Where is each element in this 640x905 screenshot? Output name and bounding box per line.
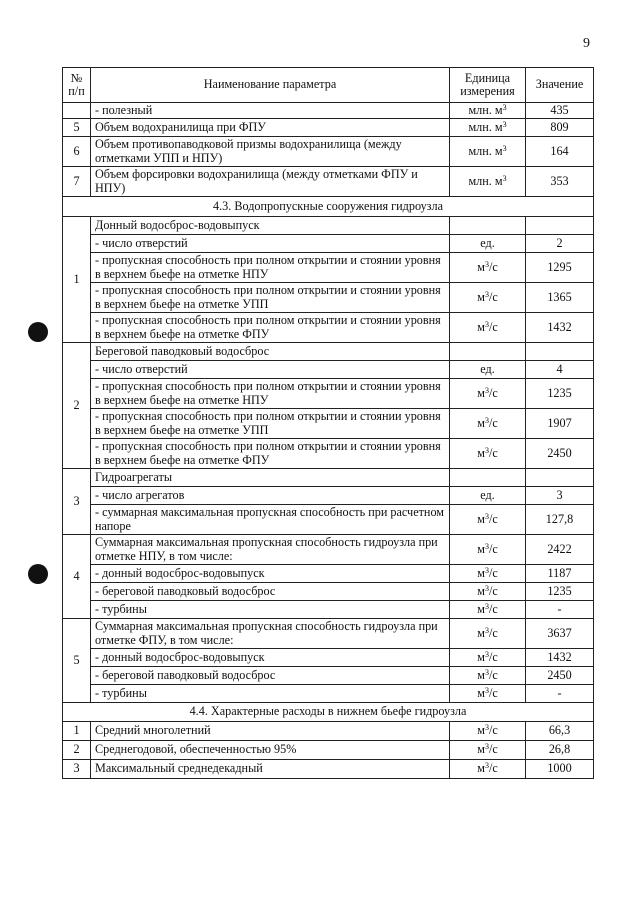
unit-exponent: 3 <box>502 119 507 129</box>
unit-exponent: 3 <box>502 173 507 183</box>
parameter-value: 4 <box>526 361 594 379</box>
unit-text: млн. м <box>468 102 503 117</box>
parameter-value: 66,3 <box>526 722 594 741</box>
unit-text: м <box>477 685 485 700</box>
unit-text: млн. м <box>468 143 503 158</box>
header-value: Значение <box>526 68 594 103</box>
parameter-name: - береговой паводковый водосброс <box>91 667 450 685</box>
unit-text: м <box>477 649 485 664</box>
unit-suffix: /с <box>488 259 498 274</box>
parameter-value: 1000 <box>526 760 594 779</box>
table-row <box>63 167 594 197</box>
table-row <box>63 235 594 253</box>
unit-text: м <box>477 723 485 738</box>
parameter-value: 3 <box>526 487 594 505</box>
table-row <box>63 217 594 235</box>
unit-text: м <box>477 541 485 556</box>
parameter-name: Объем форсировки водохранилища (между отметками ФПУ и НПУ) <box>91 167 450 197</box>
page-number: 9 <box>583 36 590 51</box>
unit-suffix: /с <box>488 511 498 526</box>
table-row <box>63 487 594 505</box>
parameter-value: 3637 <box>526 619 594 649</box>
table-row <box>63 760 594 779</box>
unit-cell <box>450 741 526 760</box>
unit-text: м <box>477 259 485 274</box>
unit-cell <box>450 103 526 119</box>
unit-cell <box>450 361 526 379</box>
unit-exponent: 3 <box>484 761 489 771</box>
table-row <box>63 505 594 535</box>
unit-text: ед. <box>480 235 495 250</box>
table-row <box>63 379 594 409</box>
unit-exponent: 3 <box>484 259 489 269</box>
table-row <box>63 343 594 361</box>
parameter-name: Объем водохранилища при ФПУ <box>91 119 450 137</box>
unit-exponent: 3 <box>484 625 489 635</box>
unit-exponent: 3 <box>484 415 489 425</box>
unit-suffix: /с <box>488 415 498 430</box>
parameter-value: 1432 <box>526 649 594 667</box>
unit-suffix: /с <box>488 583 498 598</box>
parameter-name: - донный водосброс-водовыпуск <box>91 565 450 583</box>
unit-text: м <box>477 319 485 334</box>
punch-hole-lower <box>28 564 48 584</box>
parameter-name: - пропускная способность при полном открытии и стоянии уровня в верхнем бьефе на отметке ФПУ <box>91 313 450 343</box>
parameter-value: 2422 <box>526 535 594 565</box>
row-number: 5 <box>63 619 91 703</box>
table-row <box>63 741 594 760</box>
unit-text: млн. м <box>468 119 503 134</box>
row-number: 2 <box>63 343 91 469</box>
parameter-value: 2450 <box>526 439 594 469</box>
parameter-name: Максимальный среднедекадный <box>91 760 450 779</box>
table-row <box>63 601 594 619</box>
parameter-value <box>526 343 594 361</box>
parameter-value <box>526 217 594 235</box>
unit-text: м <box>477 742 485 757</box>
row-number: 4 <box>63 535 91 619</box>
table-row <box>63 283 594 313</box>
row-number: 6 <box>63 137 91 167</box>
unit-cell <box>450 601 526 619</box>
parameter-name: Гидроагрегаты <box>91 469 450 487</box>
table-row <box>63 722 594 741</box>
unit-text: м <box>477 511 485 526</box>
parameter-name: Суммарная максимальная пропускная способность гидроузла при отметке ФПУ, в том числе: <box>91 619 450 649</box>
row-number: 2 <box>63 741 91 760</box>
parameter-value: - <box>526 601 594 619</box>
parameter-value: 1365 <box>526 283 594 313</box>
parameter-value: 2 <box>526 235 594 253</box>
parameter-value: 1295 <box>526 253 594 283</box>
unit-cell <box>450 439 526 469</box>
section-row <box>63 703 594 722</box>
parameter-name: - береговой паводковый водосброс <box>91 583 450 601</box>
parameter-value: 1235 <box>526 583 594 601</box>
parameter-value: 1907 <box>526 409 594 439</box>
unit-suffix: /с <box>488 649 498 664</box>
unit-text: ед. <box>480 487 495 502</box>
unit-suffix: /с <box>488 761 498 776</box>
table-row <box>63 583 594 601</box>
section-title: 4.4. Характерные расходы в нижнем бьефе гидроузла <box>63 703 594 722</box>
parameter-name: - полезный <box>91 103 450 119</box>
parameter-name: - донный водосброс-водовыпуск <box>91 649 450 667</box>
row-number <box>63 103 91 119</box>
parameter-value <box>526 469 594 487</box>
unit-suffix: /с <box>488 289 498 304</box>
unit-cell <box>450 649 526 667</box>
unit-exponent: 3 <box>484 385 489 395</box>
parameter-value: 164 <box>526 137 594 167</box>
parameter-name: - турбины <box>91 601 450 619</box>
table-row <box>63 619 594 649</box>
parameter-name: - пропускная способность при полном открытии и стоянии уровня в верхнем бьефе на отметке НПУ <box>91 253 450 283</box>
unit-cell <box>450 119 526 137</box>
unit-suffix: /с <box>488 565 498 580</box>
unit-text: млн. м <box>468 173 503 188</box>
unit-text: м <box>477 761 485 776</box>
parameter-value: 1432 <box>526 313 594 343</box>
unit-suffix: /с <box>488 445 498 460</box>
parameter-name: - число отверстий <box>91 361 450 379</box>
table-row <box>63 667 594 685</box>
parameter-value: 127,8 <box>526 505 594 535</box>
unit-text: ед. <box>480 361 495 376</box>
unit-cell <box>450 667 526 685</box>
row-number: 3 <box>63 469 91 535</box>
unit-cell <box>450 760 526 779</box>
unit-suffix: /с <box>488 625 498 640</box>
parameter-value: 1235 <box>526 379 594 409</box>
header-num: № п/п <box>63 68 91 103</box>
parameter-name: - суммарная максимальная пропускная способность при расчетном напоре <box>91 505 450 535</box>
unit-suffix: /с <box>488 385 498 400</box>
parameter-value: 435 <box>526 103 594 119</box>
unit-cell <box>450 379 526 409</box>
parameter-name: - пропускная способность при полном открытии и стоянии уровня в верхнем бьефе на отметке УПП <box>91 409 450 439</box>
parameter-name: - пропускная способность при полном открытии и стоянии уровня в верхнем бьефе на отметке НПУ <box>91 379 450 409</box>
row-number: 7 <box>63 167 91 197</box>
header-name: Наименование параметра <box>91 68 450 103</box>
unit-cell <box>450 137 526 167</box>
row-number: 1 <box>63 217 91 343</box>
unit-cell <box>450 343 526 361</box>
unit-suffix: /с <box>488 601 498 616</box>
table-row <box>63 439 594 469</box>
unit-text: м <box>477 601 485 616</box>
unit-suffix: /с <box>488 685 498 700</box>
unit-cell <box>450 487 526 505</box>
unit-exponent: 3 <box>484 565 489 575</box>
row-number: 1 <box>63 722 91 741</box>
parameter-name: Суммарная максимальная пропускная способность гидроузла при отметке НПУ, в том числе: <box>91 535 450 565</box>
unit-exponent: 3 <box>484 319 489 329</box>
parameter-value: 809 <box>526 119 594 137</box>
parameter-name: Средний многолетний <box>91 722 450 741</box>
header-unit: Единица измерения <box>450 68 526 103</box>
unit-exponent: 3 <box>484 445 489 455</box>
unit-cell <box>450 722 526 741</box>
unit-cell <box>450 409 526 439</box>
unit-text: м <box>477 583 485 598</box>
unit-exponent: 3 <box>484 511 489 521</box>
unit-cell <box>450 535 526 565</box>
parameter-name: - число агрегатов <box>91 487 450 505</box>
parameter-value: 2450 <box>526 667 594 685</box>
unit-exponent: 3 <box>484 601 489 611</box>
unit-suffix: /с <box>488 541 498 556</box>
unit-exponent: 3 <box>484 541 489 551</box>
unit-cell <box>450 619 526 649</box>
unit-cell <box>450 253 526 283</box>
unit-exponent: 3 <box>484 667 489 677</box>
section-row <box>63 197 594 217</box>
row-number: 5 <box>63 119 91 137</box>
row-number: 3 <box>63 760 91 779</box>
unit-text: м <box>477 415 485 430</box>
table-row <box>63 649 594 667</box>
table-row <box>63 103 594 119</box>
parameter-value: 26,8 <box>526 741 594 760</box>
unit-text: м <box>477 565 485 580</box>
table-row <box>63 685 594 703</box>
parameter-name: - число отверстий <box>91 235 450 253</box>
parameter-name: Донный водосброс-водовыпуск <box>91 217 450 235</box>
unit-cell <box>450 167 526 197</box>
table-row <box>63 409 594 439</box>
unit-exponent: 3 <box>484 289 489 299</box>
parameter-name: Объем противопаводковой призмы водохранилища (между отметками УПП и НПУ) <box>91 137 450 167</box>
unit-cell <box>450 469 526 487</box>
parameters-table <box>62 67 594 779</box>
unit-cell <box>450 235 526 253</box>
table-row <box>63 565 594 583</box>
table-row <box>63 535 594 565</box>
unit-cell <box>450 505 526 535</box>
table-body <box>63 103 594 779</box>
unit-text: м <box>477 385 485 400</box>
table-row <box>63 313 594 343</box>
unit-exponent: 3 <box>484 583 489 593</box>
parameter-value: - <box>526 685 594 703</box>
parameter-name: Среднегодовой, обеспеченностью 95% <box>91 741 450 760</box>
unit-exponent: 3 <box>484 649 489 659</box>
unit-text: м <box>477 625 485 640</box>
table-row <box>63 361 594 379</box>
table-header-row <box>63 68 594 103</box>
unit-exponent: 3 <box>484 685 489 695</box>
unit-suffix: /с <box>488 742 498 757</box>
unit-exponent: 3 <box>484 723 489 733</box>
parameter-value: 1187 <box>526 565 594 583</box>
unit-exponent: 3 <box>484 742 489 752</box>
section-title: 4.3. Водопропускные сооружения гидроузла <box>63 197 594 217</box>
unit-cell <box>450 217 526 235</box>
unit-cell <box>450 283 526 313</box>
unit-cell <box>450 685 526 703</box>
table-row <box>63 137 594 167</box>
unit-suffix: /с <box>488 723 498 738</box>
table-row <box>63 119 594 137</box>
unit-text: м <box>477 667 485 682</box>
parameter-name: - пропускная способность при полном открытии и стоянии уровня в верхнем бьефе на отметке ФПУ <box>91 439 450 469</box>
unit-text: м <box>477 289 485 304</box>
unit-suffix: /с <box>488 667 498 682</box>
unit-text: м <box>477 445 485 460</box>
unit-exponent: 3 <box>502 143 507 153</box>
unit-exponent: 3 <box>502 102 507 112</box>
unit-cell <box>450 583 526 601</box>
parameter-name: Береговой паводковый водосброс <box>91 343 450 361</box>
table-row <box>63 253 594 283</box>
parameter-value: 353 <box>526 167 594 197</box>
punch-hole-upper <box>28 322 48 342</box>
parameter-name: - пропускная способность при полном открытии и стоянии уровня в верхнем бьефе на отметке УПП <box>91 283 450 313</box>
table-row <box>63 469 594 487</box>
unit-cell <box>450 313 526 343</box>
unit-suffix: /с <box>488 319 498 334</box>
parameter-name: - турбины <box>91 685 450 703</box>
unit-cell <box>450 565 526 583</box>
